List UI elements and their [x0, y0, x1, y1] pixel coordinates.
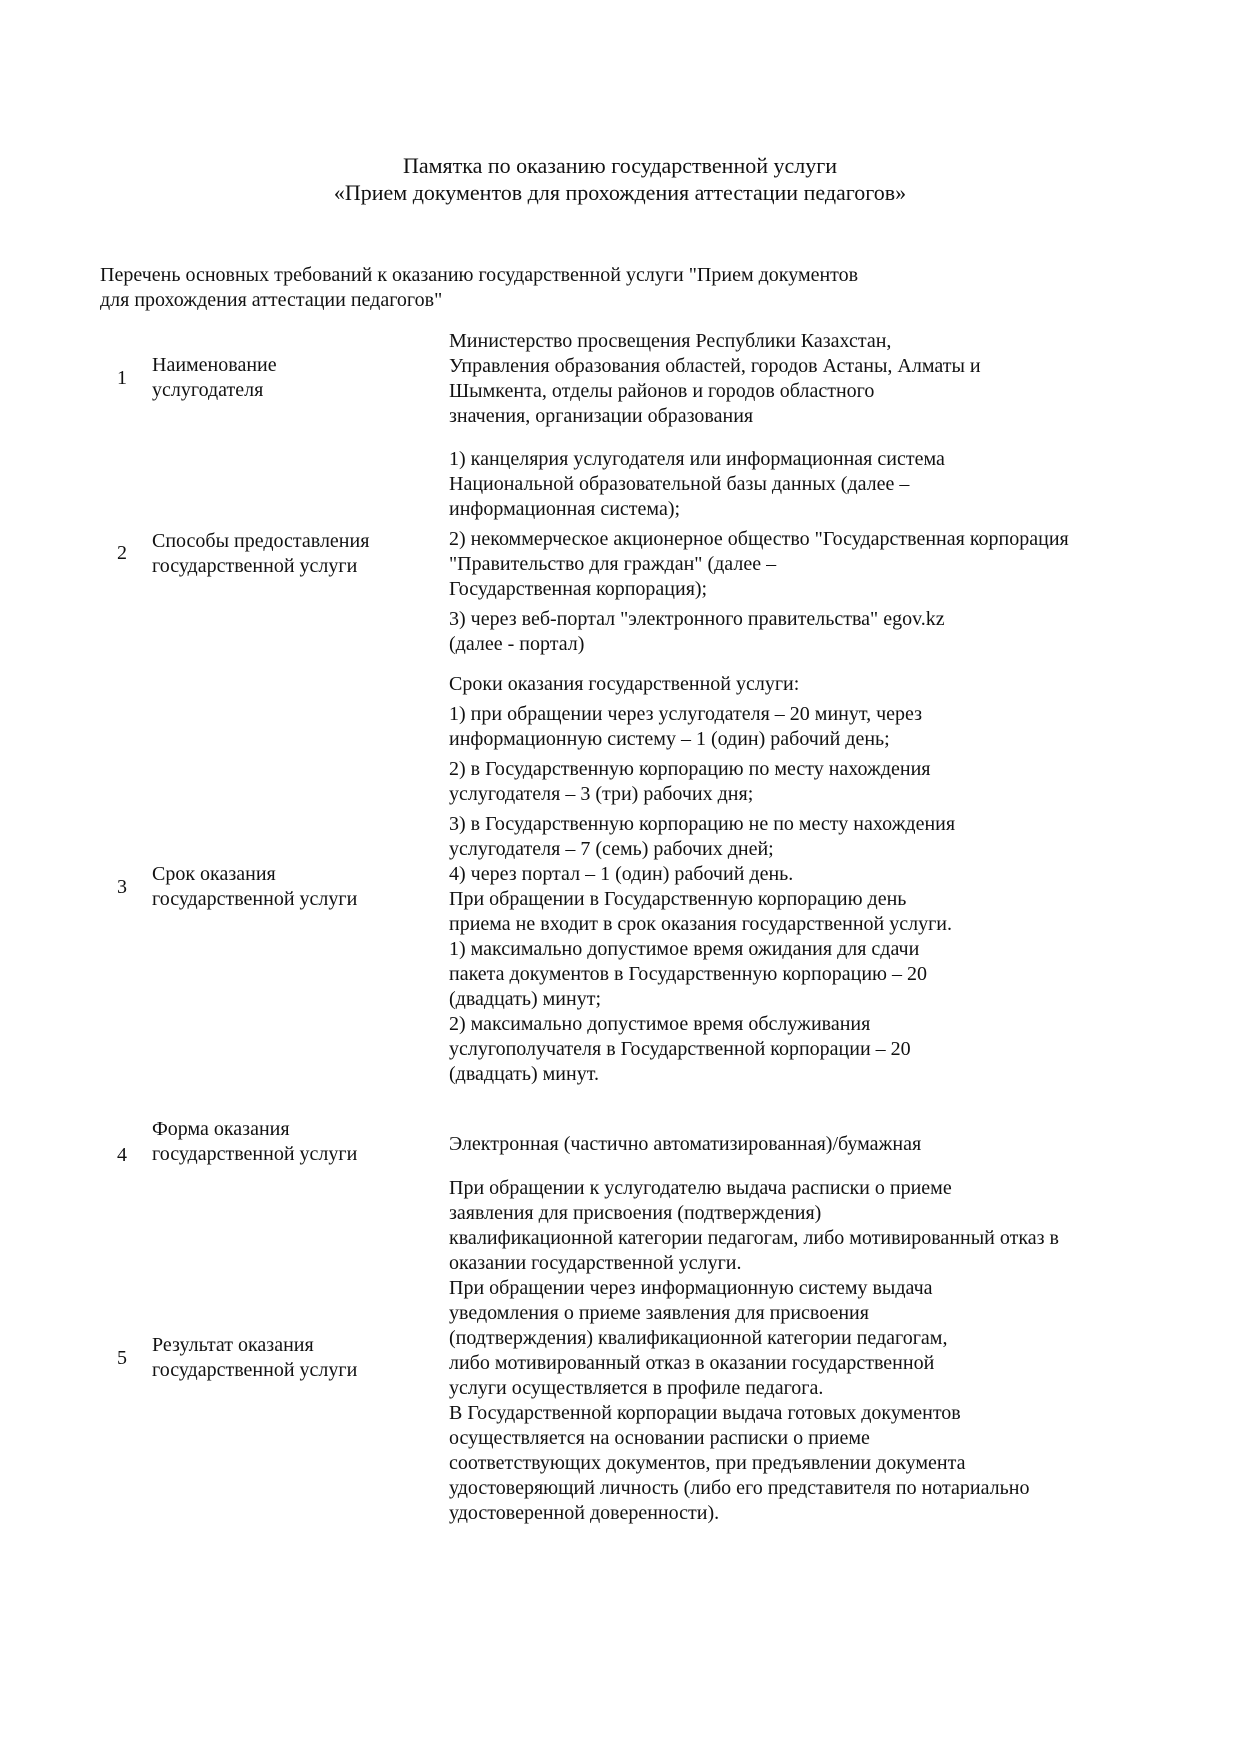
- row-value: [449, 672, 1189, 1087]
- row-value-line: 2) максимально допустимое время обслуживания: [449, 1013, 871, 1035]
- row-number: 5: [117, 1347, 127, 1369]
- row-value-line: При обращении к услугодателю выдача расписки о приеме: [449, 1177, 952, 1199]
- row-value-line: информационную систему – 1 (один) рабочий день;: [449, 728, 890, 750]
- row-label-line: Срок оказания: [152, 863, 276, 885]
- row-value-line: 2) некоммерческое акционерное общество "Государственная корпорация: [449, 528, 1069, 550]
- row-value-line: приема не входит в срок оказания государственной услуги.: [449, 913, 952, 935]
- row-label: [152, 1117, 422, 1167]
- row-value-line: заявления для присвоения (подтверждения): [449, 1202, 822, 1224]
- row-value-line: услуги осуществляется в профиле педагога.: [449, 1377, 824, 1399]
- title-line-1: Памятка по оказанию государственной услуги: [402, 153, 838, 178]
- row-value: [449, 1132, 1189, 1157]
- row-value-line: 2) в Государственную корпорацию по месту нахождения: [449, 758, 931, 780]
- row-value-line: либо мотивированный отказ в оказании государственной: [449, 1352, 935, 1374]
- row-label-line: Наименование: [152, 354, 277, 376]
- row-value-line: пакета документов в Государственную корпорацию – 20: [449, 963, 927, 985]
- row-value-line: 4) через портал – 1 (один) рабочий день.: [449, 863, 794, 885]
- row-value-line: услугодателя – 3 (три) рабочих дня;: [449, 783, 754, 805]
- row-value-line: оказании государственной услуги.: [449, 1252, 742, 1274]
- row-value-line: При обращении через информационную систему выдача: [449, 1277, 933, 1299]
- row-value-line: услугодателя – 7 (семь) рабочих дней;: [449, 838, 774, 860]
- row-value-line: Государственная корпорация);: [449, 578, 708, 600]
- row-value-line: Национальной образовательной базы данных (далее –: [449, 473, 910, 495]
- row-number: 2: [117, 542, 127, 564]
- row-value-line: 1) максимально допустимое время ожидания для сдачи: [449, 938, 920, 960]
- row-value-line: "Правительство для граждан" (далее –: [449, 553, 777, 575]
- row-number: 3: [117, 876, 127, 898]
- document-title: [0, 152, 1240, 206]
- row-value-line: осуществляется на основании расписки о приеме: [449, 1427, 870, 1449]
- row-value-line: Сроки оказания государственной услуги:: [449, 673, 800, 695]
- row-label-line: услугодателя: [152, 379, 264, 401]
- row-value-line: Шымкента, отделы районов и городов областного: [449, 380, 875, 402]
- row-value-line: удостоверяющий личность (либо его представителя по нотариально: [449, 1477, 1030, 1499]
- row-value: [449, 1176, 1189, 1526]
- requirements-intro: [100, 263, 1140, 313]
- row-value-line: Министерство просвещения Республики Казахстан,: [449, 330, 892, 352]
- row-label: [152, 862, 422, 912]
- row-value-line: В Государственной корпорации выдача готовых документов: [449, 1402, 961, 1424]
- row-value-line: Электронная (частично автоматизированная)/бумажная: [449, 1133, 922, 1155]
- row-number: 4: [117, 1144, 127, 1166]
- row-value-line: 3) в Государственную корпорацию не по месту нахождения: [449, 813, 956, 835]
- row-label-line: Способы предоставления: [152, 530, 370, 552]
- row-value-line: информационная система);: [449, 498, 681, 520]
- row-value-line: 3) через веб-портал "электронного правительства" egov.kz: [449, 608, 945, 630]
- row-value-line: 1) при обращении через услугодателя – 20 минут, через: [449, 703, 923, 725]
- row-value-line: (далее - портал): [449, 633, 585, 655]
- row-value-line: квалификационной категории педагогам, либо мотивированный отказ в: [449, 1227, 1059, 1249]
- row-number: 1: [117, 367, 127, 389]
- row-value-line: (двадцать) минут;: [449, 988, 602, 1010]
- row-value-line: услугополучателя в Государственной корпорации – 20: [449, 1038, 911, 1060]
- row-label-line: Форма оказания: [152, 1118, 290, 1140]
- row-label-line: государственной услуги: [152, 1359, 358, 1381]
- row-value: [449, 329, 1189, 429]
- intro-line-2: для прохождения аттестации педагогов": [100, 289, 443, 311]
- row-value-line: (двадцать) минут.: [449, 1063, 599, 1085]
- row-label-line: Результат оказания: [152, 1334, 314, 1356]
- row-label-line: государственной услуги: [152, 888, 358, 910]
- row-label: [152, 1333, 422, 1383]
- row-value-line: При обращении в Государственную корпорацию день: [449, 888, 907, 910]
- row-value-line: 1) канцелярия услугодателя или информационная система: [449, 448, 945, 470]
- row-label-line: государственной услуги: [152, 555, 358, 577]
- row-value: [449, 447, 1189, 657]
- row-value-line: Управления образования областей, городов Астаны, Алматы и: [449, 355, 981, 377]
- row-value-line: соответствующих документов, при предъявлении документа: [449, 1452, 966, 1474]
- intro-line-1: Перечень основных требований к оказанию государственной услуги "Прием документов: [100, 264, 859, 286]
- row-value-line: (подтверждения) квалификационной категории педагогам,: [449, 1327, 948, 1349]
- title-line-2: «Прием документов для прохождения аттестации педагогов»: [333, 180, 907, 205]
- row-value-line: значения, организации образования: [449, 405, 754, 427]
- row-label: [152, 353, 422, 403]
- row-value-line: удостоверенной доверенности).: [449, 1502, 720, 1524]
- row-value-line: уведомления о приеме заявления для присвоения: [449, 1302, 869, 1324]
- row-label: [152, 529, 422, 579]
- row-label-line: государственной услуги: [152, 1143, 358, 1165]
